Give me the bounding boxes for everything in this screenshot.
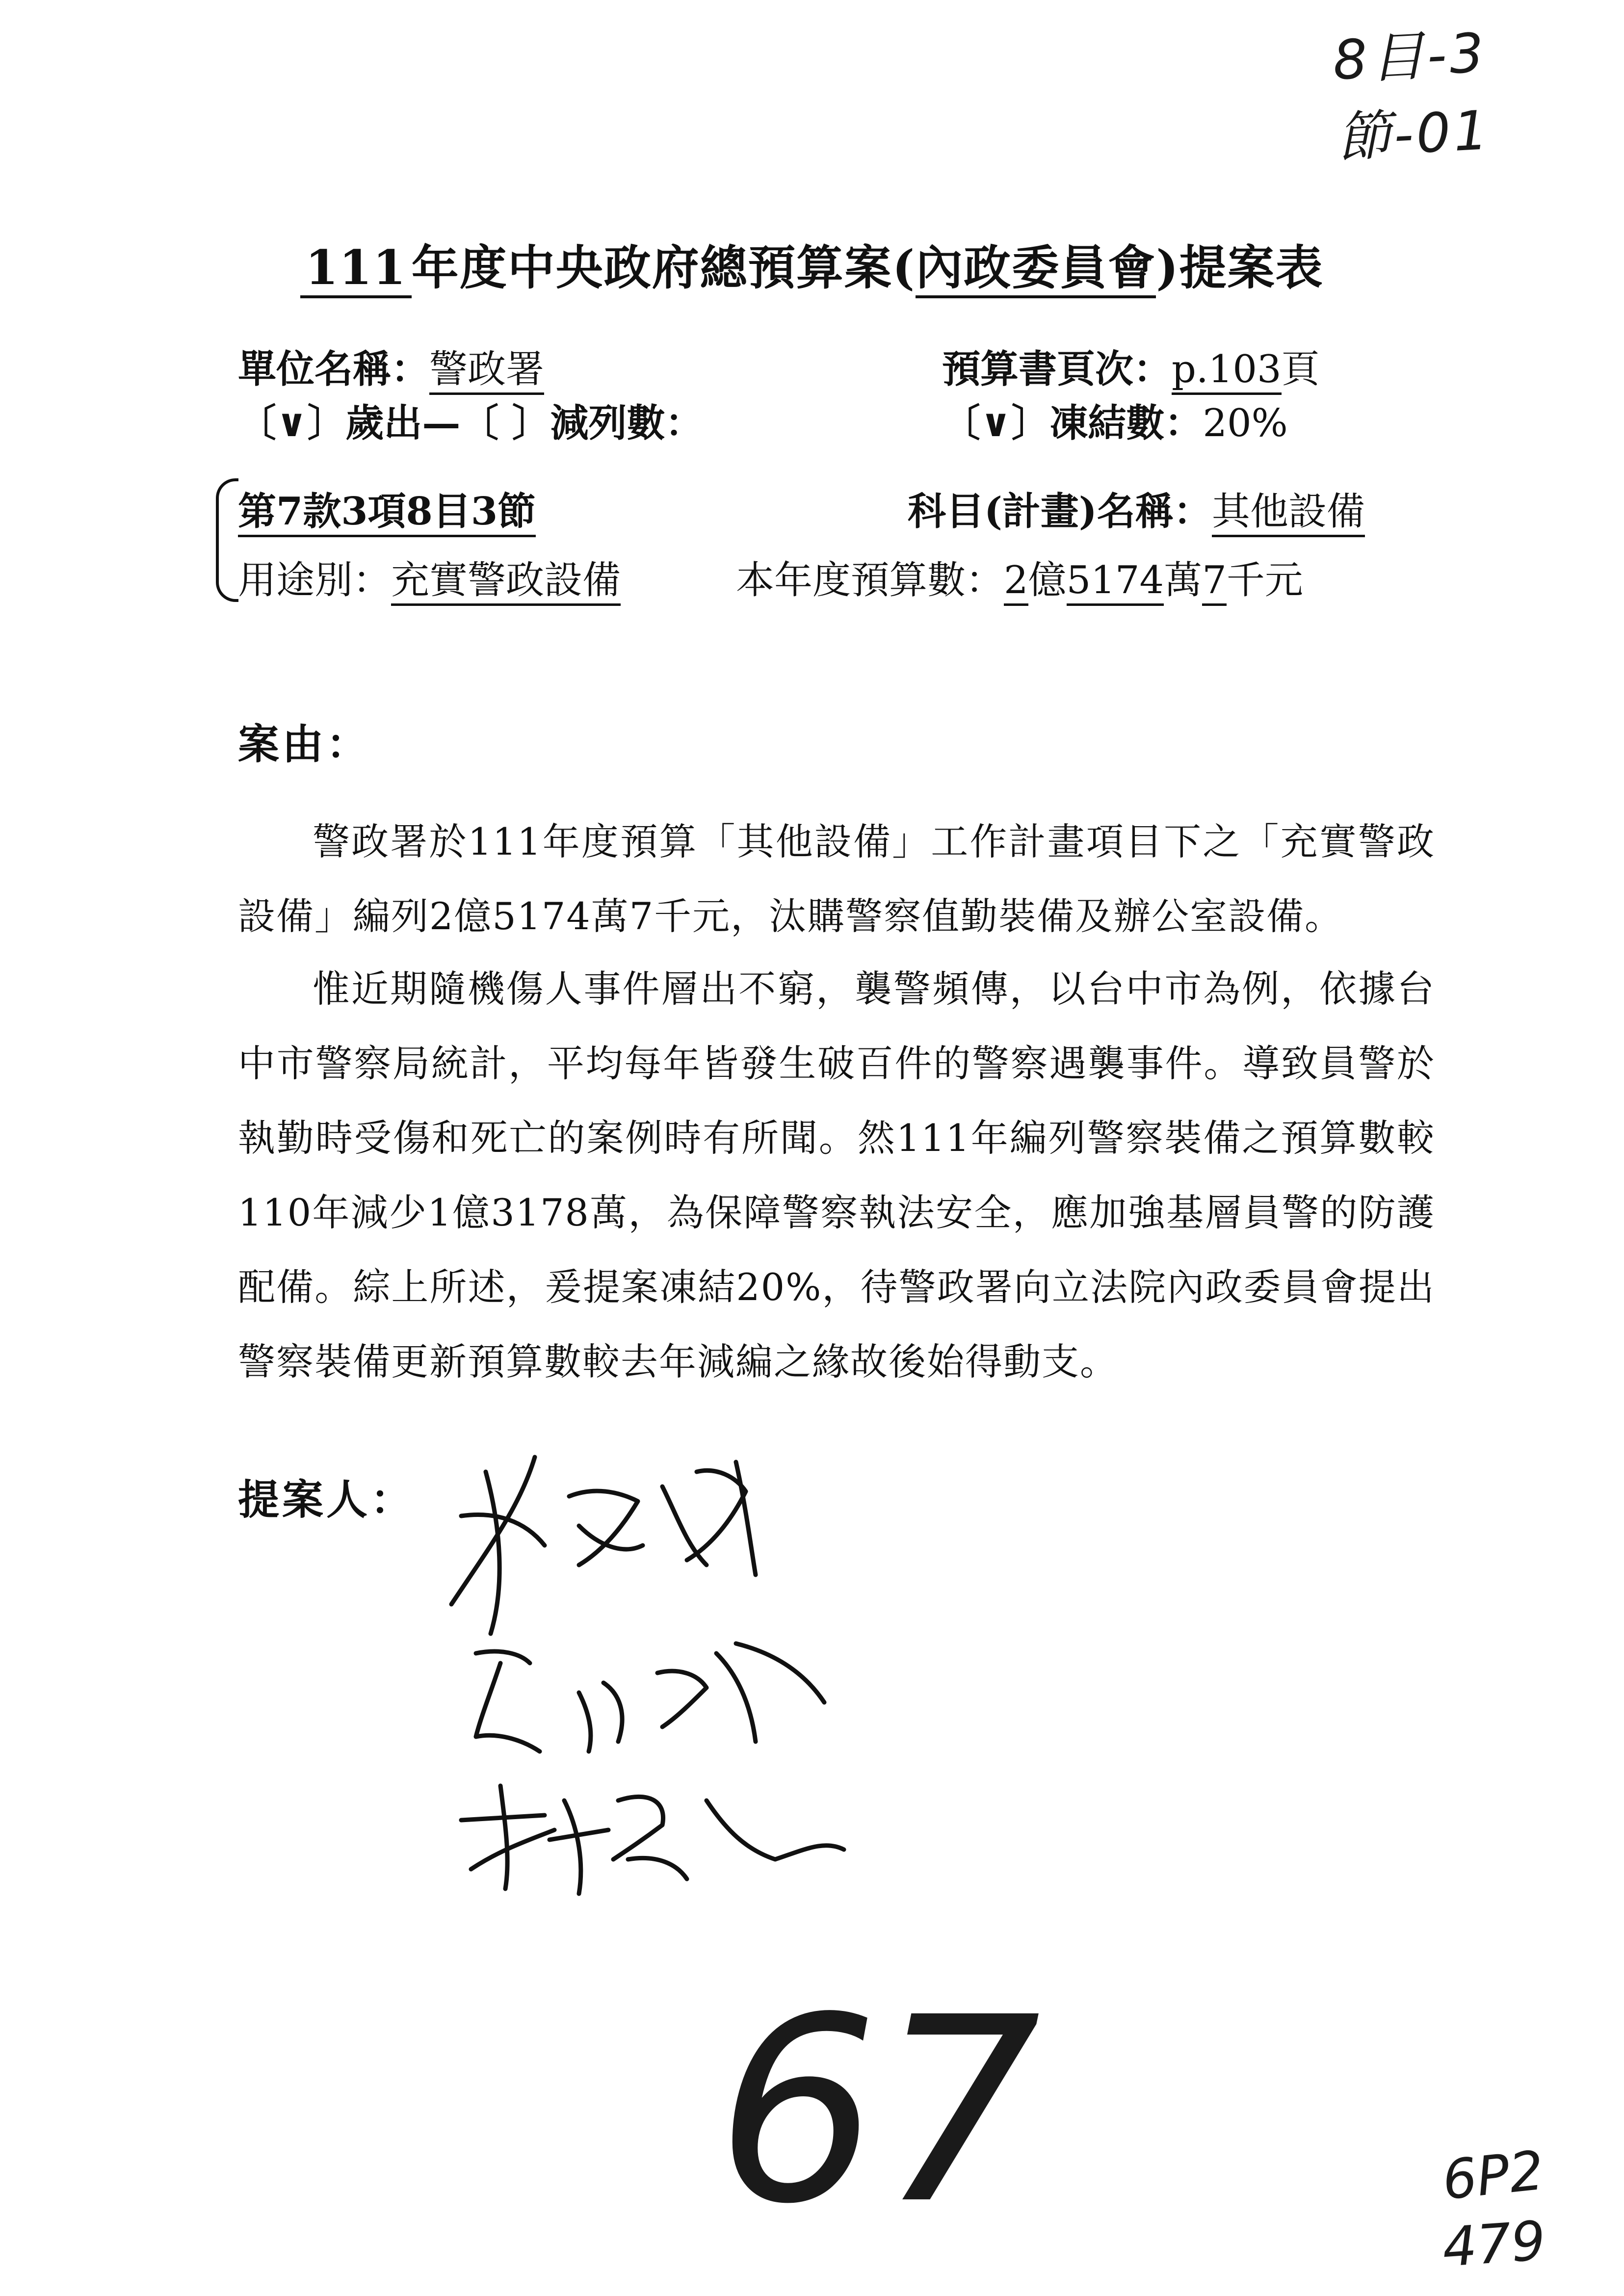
signature-1 xyxy=(451,1457,756,1634)
budget-page-value: p.103 xyxy=(1172,347,1282,395)
proposer-heading: 提案人： xyxy=(238,1475,415,1524)
handwritten-signatures xyxy=(432,1398,922,1948)
budget-amount-n1: 2 xyxy=(1004,558,1028,606)
signature-2 xyxy=(476,1644,824,1751)
reason-paragraph-2: 惟近期隨機傷人事件層出不窮，襲警頻傳，以台中市為例，依據台中市警察局統計，平均每年皆發生破百件的警察遇襲事件。導致員警於執勤時受傷和死亡的案例時有所聞。然111年編列警察裝備之預算數較110年減少1億3178萬，為保障警察執法安全，應加強基層員警的防護配備。綜上所述，爰提案凍結20%，待警政署向立法院內政委員會提出警察裝備更新預算數較去年減編之緣故後始得動支。 xyxy=(238,967,1435,1383)
title-year: 111 xyxy=(300,240,411,298)
document-title xyxy=(0,231,1624,298)
reason-paragraph-1: 警政署於111年度預算「其他設備」工作計畫項目下之「充實警政設備」編列2億5174萬7千元，汰購警察值勤裝備及辦公室設備。 xyxy=(238,820,1435,938)
budget-amount-n3: 7 xyxy=(1202,558,1227,606)
usage-value: 充實警政設備 xyxy=(391,558,621,606)
reason-heading: 案由： xyxy=(238,720,371,768)
item-bracket xyxy=(216,478,238,602)
handwritten-reference: 8目-3節-01 xyxy=(1331,21,1493,170)
title-committee: 內政委員會 xyxy=(916,240,1156,298)
unit-value: 警政署 xyxy=(429,347,544,395)
budget-amount xyxy=(736,549,1303,604)
freeze-label: 〔∨〕凍結數： xyxy=(942,401,1203,445)
title-prefix: 年度中央政府總預算案( xyxy=(411,240,916,295)
budget-amount-n2: 5174 xyxy=(1067,558,1164,606)
usage xyxy=(238,549,621,604)
budget-page-suffix: 頁 xyxy=(1281,347,1320,391)
expenditure-checkbox-line: 〔∨〕歲出—〔 〕減列數： xyxy=(238,401,704,445)
budget-amount-u3: 千元 xyxy=(1226,558,1303,602)
item-code xyxy=(238,481,536,536)
subject-name xyxy=(908,481,1365,536)
budget-amount-u1: 億 xyxy=(1028,558,1067,602)
budget-page-label: 預算書頁次： xyxy=(942,347,1172,391)
subject-label: 科目(計畫)名稱： xyxy=(908,489,1212,534)
freeze-amount xyxy=(942,392,1288,447)
budget-amount-label: 本年度預算數： xyxy=(736,558,1004,602)
handwritten-mark-top: 6P2 xyxy=(1439,2139,1547,2212)
handwritten-page-number: 67 xyxy=(716,1962,1041,2260)
unit-name xyxy=(238,339,544,393)
usage-label: 用途別： xyxy=(238,558,392,602)
item-code-value: 第7款3項8目3節 xyxy=(238,489,536,537)
handwritten-mark-bottom: 479 xyxy=(1440,2209,1548,2279)
budget-amount-u2: 萬 xyxy=(1164,558,1203,602)
signature-3 xyxy=(461,1786,844,1894)
subject-value: 其他設備 xyxy=(1212,490,1365,537)
freeze-value: 20% xyxy=(1203,401,1288,445)
unit-label: 單位名稱： xyxy=(238,347,430,391)
budget-page xyxy=(942,339,1320,393)
title-suffix: )提案表 xyxy=(1156,240,1324,295)
